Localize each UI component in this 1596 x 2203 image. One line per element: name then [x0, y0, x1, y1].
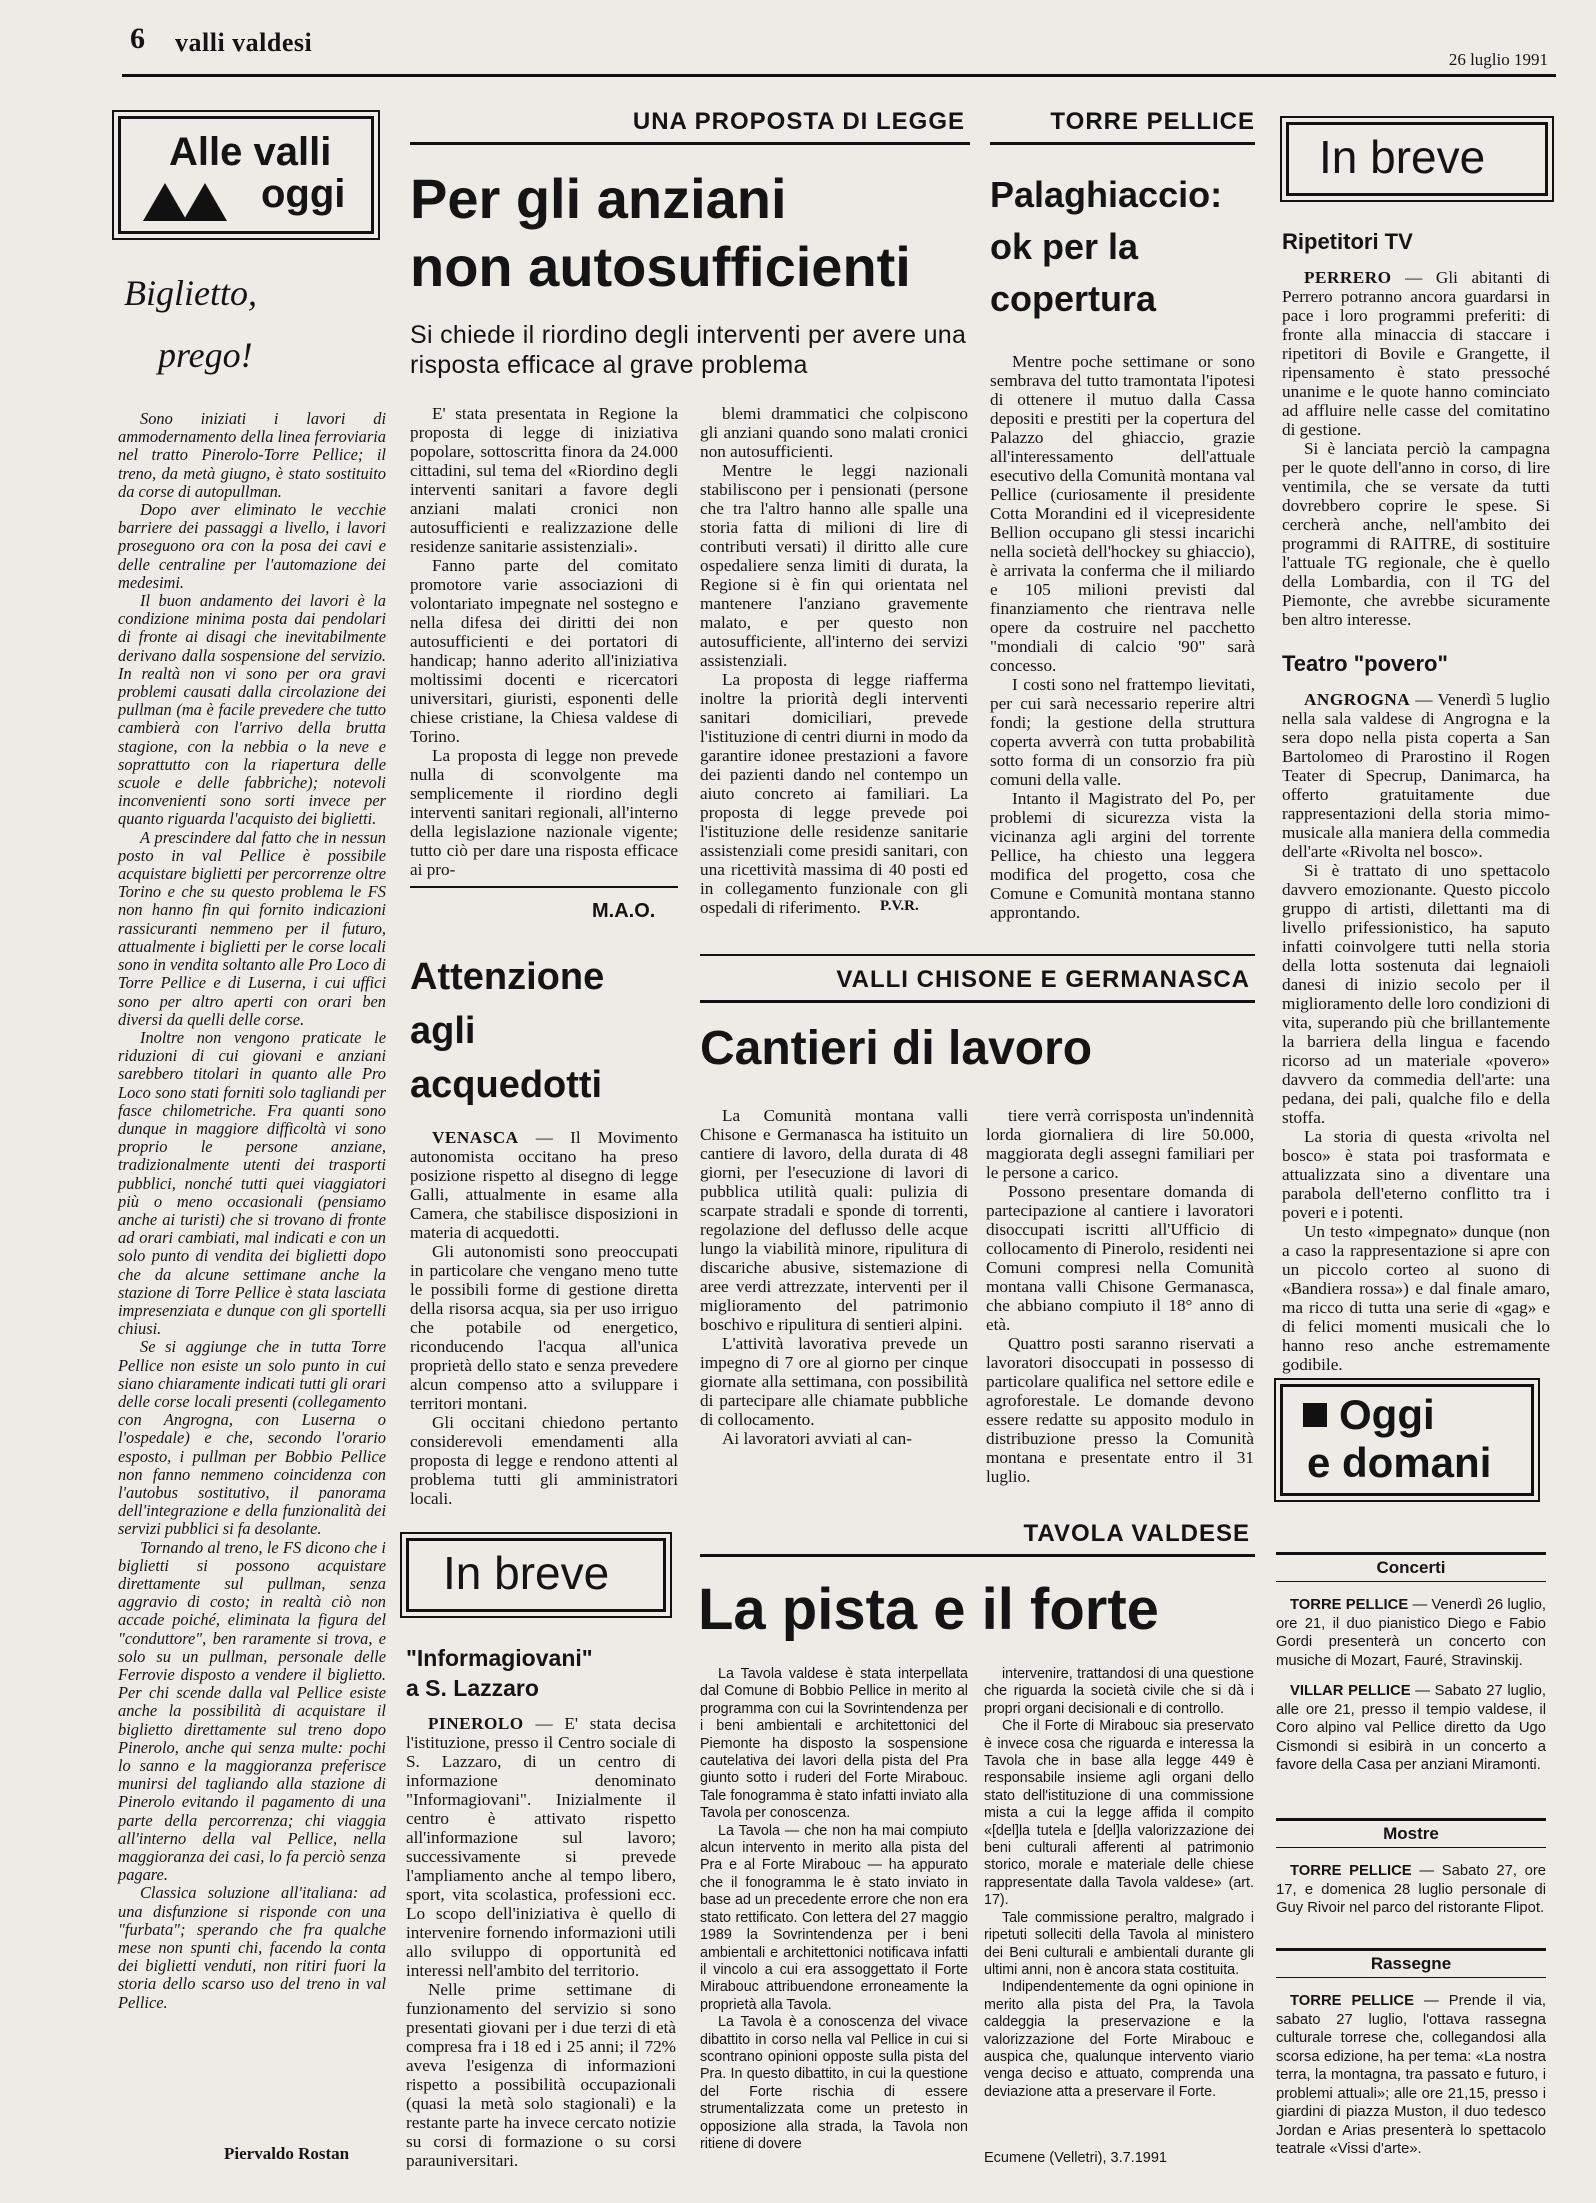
cantieri-title: Cantieri di lavoro: [700, 1022, 1093, 1075]
informagiovani-paragraph: Nelle prime settimane di funzionamento del servizio si sono presentati giovani per i due terzi di età compresa fra i 18 ed i 25 anni; il 72% aveva l'esigenza di informazioni rispetto a possibilità occupazionali (quasi la metà solo stagionali) e la restante parte ha invece cercato notizie su corsi di formazione o su corsi parauniversitari.: [406, 1980, 676, 2170]
anziani-paragraph: blemi drammatici che colpiscono gli anziani quando sono malati cronici non autosufficienti.: [700, 404, 968, 461]
informagiovani-body: [406, 1714, 677, 2170]
in-breve-left-box: [406, 1538, 666, 1612]
editorial-paragraph: Dopo aver eliminato le vecchie barriere dei passaggi a livello, i lavori proseguono ora con la posa dei cavi e delle centraline per l'automazione dei medesimi.: [118, 500, 386, 592]
mostre-section: [1276, 1818, 1546, 1918]
in-breve-right-box: [1286, 122, 1548, 196]
cantieri-rule: [700, 1000, 1255, 1003]
editorial-paragraph: Tornando al treno, le FS dicono che i biglietti si possono acquistare direttamente sul pullman, senza aggravio di costo; in realtà ciò non accade poiché, eliminata la figura del "conduttore", ben raramente si trova, e solo su un pullman, personale delle Ferrovie disposto a vendere il biglietto. Per chi scende dalla val Pellice esiste anche la possibilità di acquistare il biglietto direttamente sul treno dopo Pinerolo, anche qui senza multe: pochi lo sanno e la maggioranza preferisce munirsi del tagliando alla stazione di Pinerolo evitando il pagamento di una parte della percorrenza; chi viaggia all'interno della val Pellice, nella maggioranza dei casi, lo fa perciò senza pagare.: [118, 1537, 386, 1885]
concerti-item-text: — Sabato 27 luglio, alle ore 21, presso il tempio valdese, il Coro alpino val Pellice diretto da Ugo Cismondi si esibirà in un concerto a favore della Casa per anziani Miramonti.: [1276, 1683, 1546, 1773]
anziani-paragraph: La proposta di legge riafferma inoltre la priorità degli interventi sanitari domiciliari, prevede l'istituzione di centri diurni in modo da garantire idonee prestazioni a favore dei pazienti dando nel contempo un aiuto concreto ai familiari. La proposta di legge prevede poi l'istituzione delle residenze sanitarie assistenziali come presidi sanitari, con una ricettività massima di 40 posti ed in collegamento funzionale con gli ospedali di riferimento.: [700, 670, 968, 917]
cantieri-paragraph: tiere verrà corrisposta un'indennità lorda giornaliera di lire 50.000, maggiorata degli assegni familiari per le persone a carico.: [986, 1106, 1254, 1182]
acquedotti-paragraph: Gli occitani chiedono pertanto considerevoli emendamenti alla proposta di legge e rendono attenti al problema tutti gli amministratori locali.: [410, 1413, 678, 1508]
rassegne-item-text: — Prende il via, sabato 27 luglio, l'ottava rassegna culturale torrese che, collegandosi alla scorsa edizione, ha per tema: «La nostra terra, la montagna, tra passato e futuro, i problemi attuali»; alle ore 21,15, presso i giardini di piazza Muston, il duo tedesco Jordan e Arias presenterà lo spettacolo teatrale «Vissi d'arte».: [1276, 1993, 1546, 2157]
concerti-item: [1276, 1682, 1546, 1775]
acquedotti-title-line3: acquedotti: [410, 1064, 603, 1106]
informagiovani-title-line1: "Informagiovani": [406, 1645, 593, 1671]
ripetitori-paragraph: Si è lanciata perciò la campagna per le quote dell'anno in corso, di lire ventimila, che se versate da tutti dovrebbero coprire le spese. Si cercherà anche, nell'ambito dei programmi di RAITRE, di sostituire l'attuale TG regionale, che è quello della Lombardia, con il TG del Piemonte, che avrebbe sicuramente ben altro interesse.: [1282, 439, 1550, 629]
pista-rule: [700, 1554, 1255, 1557]
alle-valli-line1: Alle valli: [169, 130, 332, 174]
cantieri-paragraph: Possono presentare domanda di partecipazione al cantiere i lavoratori disoccupati iscritti all'Ufficio di collocamento di Pinerolo, residenti nei Comuni compresi nella Comunità montana valli Chisone Germanasca, che abbiano compiuto il 18° anno di età.: [986, 1182, 1254, 1334]
teatro-paragraph: Un testo «impegnato» dunque (non a caso la rappresentazione si apre con un piccolo corteo al suono di «Bandiera rossa») e dal finale amaro, ma ricco di tutta una serie di «gag» e di felici momenti musicali che lo hanno reso anche estremamente godibile.: [1282, 1222, 1550, 1374]
anziani-paragraph: La proposta di legge non prevede nulla di sconvolgente ma semplicemente il riordino degli interventi sanitari regionali, all'interno della legislazione nazionale vigente; tutto ciò per dare una risposta efficace ai pro-: [410, 746, 678, 879]
anziani-paragraph: Fanno parte del comitato promotore varie associazioni di volontariato impegnate nel sostegno e nella difesa dei diritti dei non autosufficienti e dei portatori di handicap; hanno aderito all'iniziativa moltissimi docenti e ricercatori universitari, giuristi, esponenti delle chiese cristiane, la Chiesa valdese di Torino.: [410, 556, 678, 746]
cantieri-kicker: VALLI CHISONE E GERMANASCA: [836, 966, 1250, 993]
editorial-paragraph: Il buon andamento dei lavori è la condizione minima posta dai pendolari di fronte ai disagi che inevitabilmente derivano dalla sospensione del servizio. In realtà non vi sono per ora gravi problemi causati dalla circolazione dei pullman (ma è facile prevedere che tutto cambierà con l'arrivo della brutta stagione, con la nebbia o la neve e soprattutto con la riapertura delle scuole e delle fabbriche); notevoli inconvenienti sono sorti invece per quanto riguarda l'acquisto dei biglietti.: [118, 591, 386, 829]
editorial-paragraph: A prescindere dal fatto che in nessun posto in val Pellice è possibile acquistare biglietti per percorrenze oltre Torino e che su questo problema le FS non hanno fin qui fornito indicazioni rassicuranti nemmeno per il futuro, attualmente i biglietti per le corse locali sono in vendita soltanto alle Pro Loco di Torre Pellice e di Luserna, i cui uffici sono per altro aperti con orari ben diversi da quelli delle corse.: [118, 827, 386, 1029]
editorial-paragraph: Inoltre non vengono praticate le riduzioni di cui giovani e anziani sarebbero titolari in quanto alle Pro Loco sono stati forniti solo tagliandi per fasce chilometriche. Fra quanti sono dunque in maggiore difficoltà vi sono proprio le persone anziane, tradizionalmente utenti dei trasporti pubblici, nonché tutti quei viaggiatori più o meno occasionali (pensiamo anche ai turisti) che si trovano di fronte ad orari cambiati, mal indicati e con un solo punto di vendita dei biglietti dopo che da alcune settimane anche la stazione di Torre Pellice è stata lasciata impresenziata e dunque con gli sportelli chiusi.: [118, 1027, 386, 1339]
informagiovani-text: — E' stata decisa l'istituzione, presso il Centro sociale di S. Lazzaro, di un centro di informazione denominato "Informagiovani". Inizialmente il centro è attivato rispetto all'informazione sul lavoro; successivamente si prevede l'ampliamento anche al tempo libero, sport, vita scolastica, professioni ecc. Lo scopo dell'iniziativa è quello di intervenire fornendo informazioni utili allo sviluppo di opportunità ed interessi nell'ambito del territorio.: [406, 1714, 677, 1980]
anziani-rule-bottom: [410, 886, 678, 888]
rassegne-heading: Rassegne: [1276, 1948, 1546, 1978]
pista-paragraph: La Tavola valdese è stata interpellata dal Comune di Bobbio Pellice in merito al programma con cui la Sovrintendenza per i beni ambientali e architettonici del Piemonte ha disposto la sospensione cautelativa dei lavori della pista del Pra giunto sotto i ruderi del Forte Mirabouc. Tale fonogramma è stato infatti inviato alla Tavola per conoscenza.: [700, 1666, 968, 1822]
in-breve-right-label: In breve: [1319, 131, 1486, 183]
mostre-item: [1276, 1862, 1546, 1918]
teatro-title: Teatro "povero": [1282, 651, 1448, 676]
editorial-title-line1: Biglietto,: [124, 273, 257, 313]
oggi-domani-box: [1280, 1384, 1534, 1496]
ripetitori-place: PERRERO: [1304, 268, 1392, 287]
concerti-item-place: TORRE PELLICE: [1290, 1597, 1409, 1613]
pista-paragraph: Tale commissione peraltro, malgrado i ripetuti solleciti della Tavola al ministero dei Beni culturali e ambientali durante gli ultimi anni, non è ancora stata costituita.: [984, 1909, 1254, 1978]
anziani-col1: [410, 404, 678, 879]
ripetitori-text: — Gli abitanti di Perrero potranno ancora guardarsi in pace i loro programmi preferiti: di fronte alla minaccia di staccare i ripetitori di Bovile e Grangette, il ripensamento è stato pressoché unanime e le quote hanno cominciato ad affluire nelle casse del comitatino di gestione.: [1282, 268, 1550, 439]
issue-date: 26 luglio 1991: [1448, 50, 1548, 69]
palaghiaccio-title-line2: ok per la: [990, 226, 1139, 267]
palaghiaccio-body: [990, 352, 1255, 922]
pista-paragraph: La Tavola — che non ha mai compiuto alcun intervento in merito alla pista del Pra e al Forte Mirabouc — ha appurato che il fonogramma le è stato inviato in base ad un precedente errore che non era stato rettificato. Con lettera del 27 maggio 1989 la Sovrintendenza per i beni ambientali e architettonici notificava infatti il vincolo a cui era assoggettato il Forte Mirabouc attribuendone erroneamente la proprietà alla Tavola.: [700, 1822, 968, 2013]
concerti-item: [1276, 1596, 1546, 1670]
acquedotti-text: — Il Movimento autonomista occitano ha preso posizione rispetto al disegno di legge Galli, attualmente in esame alla Camera, che stabilisce disposizioni in materia di acquedotti.: [410, 1128, 678, 1242]
pista-paragraph: Indipendentemente da ogni opinione in merito alla pista del Pra, la Tavola caldeggia la preservazione e la valorizzazione del Forte Mirabouc e auspica che, qualunque intervento viario venga deciso e attuato, comprenda una deviazione atta a preservare il Forte.: [984, 1979, 1254, 2100]
palaghiaccio-paragraph: Mentre poche settimane or sono sembrava del tutto tramontata l'ipotesi di ottenere il mutuo dalla Cassa depositi e prestiti per la copertura del Palazzo del ghiaccio, grazie all'interessamento dell'attuale esecutivo della Comunità montana val Pellice (curiosamente il presidente Cotta Morandini ed il vicepresidente Bellion occupano gli stessi incarichi nella società dell'hockey su ghiaccio), è arrivata la conferma che il miliardo e 105 milioni previsti dal finanziamento che rientrava nelle opere da costruire nel pacchetto "mondiali di calcio '90" sarà concesso.: [990, 352, 1255, 675]
alle-valli-line2: oggi: [261, 172, 346, 216]
anziani-paragraph: Mentre le leggi nazionali stabiliscono per i pensionati (persone che tra l'altro hanno alle spalle una storia fatta di milioni di lire di contributi versati) il diritto alle cure ospedaliere senza limiti di durata, la Regione si è fin qui orientata nel mantenere l'anziano gravemente malato, e per questo non autosufficiente, all'interno dei servizi assistenziali.: [700, 461, 968, 670]
page-number: 6: [130, 22, 145, 55]
palaghiaccio-title-line1: Palaghiaccio:: [990, 174, 1223, 215]
acquedotti-title-line1: Attenzione: [410, 956, 605, 998]
informagiovani-place: PINEROLO: [428, 1714, 524, 1733]
rassegne-section: [1276, 1948, 1546, 2159]
editorial-signature: Piervaldo Rostan: [224, 2144, 350, 2163]
ripetitori-title: Ripetitori TV: [1282, 229, 1413, 254]
acquedotti-place: VENASCA: [432, 1128, 519, 1147]
anziani-subtitle: Si chiede il riordino degli interventi per avere una risposta efficace al grave problema: [410, 321, 967, 379]
acquedotti-body: [410, 1128, 678, 1508]
concerti-item-text: — Venerdì 26 luglio, ore 21, il duo pianistico Diego e Fabio Gordi presenterà un concerto con musiche di Mozart, Fauré, Stravinskij.: [1276, 1597, 1546, 1669]
pista-signature: Ecumene (Velletri), 3.7.1991: [984, 2150, 1167, 2166]
pista-paragraph: La Tavola è a conoscenza del vivace dibattito in corso nella val Pellice in cui si scontrano opinioni opposte sulla pista del Pra. In questo dibattito, in cui la questione del Forte rischia di essere strumentalizzata come un pretesto in opposizione alla strada, la Tavola non ritiene di dovere: [700, 2014, 968, 2152]
pista-paragraph: intervenire, trattandosi di una questione che riguarda la società civile che si dà i propri organi decisionali e di controllo.: [984, 1666, 1254, 1717]
pista-col1: [700, 1666, 968, 2166]
cantieri-paragraph: La Comunità montana valli Chisone e Germanasca ha istituito un cantiere di lavoro, della durata di 48 giorni, per l'esecuzione di lavori di pubblica utilità quali: pulizia di scarpate stradali e sponde di torrenti, regolazione del deflusso delle acque lungo la viabilità minore, ripulitura di discariche abusive, sistemazione di aree verdi attrezzate, interventi per il miglioramento del patrimonio boschivo e ripulitura di sentieri alpini.: [700, 1106, 968, 1334]
cantieri-col2: [986, 1106, 1254, 1486]
pista-kicker: TAVOLA VALDESE: [1023, 1520, 1250, 1547]
anziani-paragraph: E' stata presentata in Regione la proposta di legge di iniziativa popolare, sottoscritta finora da 24.000 cittadini, sul tema del «Riordino degli interventi sanitari a favore degli anziani malati cronici non autosufficienti e realizzazione delle residenze sanitarie assistenziali».: [410, 404, 678, 556]
teatro-text: — Venerdì 5 luglio nella sala valdese di Angrogna e la sera dopo nella pista coperta a San Bartolomeo di Prarostino il Rogen Teater di Specrup, Danimarca, ha offerto gratuitamente due rappresentazioni della storia mimo-musicale alla maniera della commedia dell'arte «Rivolta nel bosco».: [1282, 690, 1550, 861]
editorial-paragraph: Se si aggiunge che in tutta Torre Pellice non esiste un solo punto in cui siano chiaramente indicati tutti gli orari delle corse locali presenti (collegamento con Angrogna, con Luserna o l'ospedale) e che, secondo l'orario esposto, i pullman per Bobbio Pellice non fanno nemmeno coincidenza con l'autobus sostitutivo, il panorama dell'integrazione e della funzionalità dei servizi pubblici si fa desolante.: [118, 1337, 386, 1539]
anziani-title-line1: Per gli anziani: [410, 167, 787, 230]
in-breve-left-label: In breve: [443, 1547, 610, 1599]
alle-valli-logo-box: [118, 116, 374, 234]
mountains-icon: [143, 181, 235, 221]
palaghiaccio-paragraph: I costi sono nel frattempo lievitati, per cui sarà necessario reperire altri fondi; la gestione della struttura coperta avverrà con tutta probabilità sotto forma di un consorzio fra più comuni della valle.: [990, 675, 1255, 789]
cantieri-paragraph: L'attività lavorativa prevede un impegno di 7 ore al giorno per cinque giornate alla settimana, con possibilità di partecipare alle chiamate pubbliche di collocamento.: [700, 1334, 968, 1429]
publication-title: valli valdesi: [175, 28, 313, 57]
anziani-title-line2: non autosufficienti: [410, 235, 911, 298]
cantieri-top-rule: [700, 954, 1255, 956]
palaghiaccio-paragraph: Intanto il Magistrato del Po, per problemi di sicurezza vista la vicinanza agli argini del torrente Pellice, ha chiesto una leggera modifica del progetto, cosa che Comune e Comunità montana stanno approntando.: [990, 789, 1255, 922]
cantieri-paragraph: Quattro posti saranno riservati a lavoratori disoccupati in possesso di particolare qualifica nel settore edile e agroforestale. Le domande devono essere redatte su apposito modulo in distribuzione presso la Comunità montana e presentate entro il 31 luglio.: [986, 1334, 1254, 1486]
teatro-place: ANGROGNA: [1304, 690, 1411, 709]
acquedotti-title-line2: agli: [410, 1010, 476, 1052]
acquedotti-paragraph: Gli autonomisti sono preoccupati in particolare che vengano meno tutte le possibili forme di gestione diretta della risorsa acqua, sia per uso irriguo che potabile od energetico, riconducendo l'acqua all'unica proprietà dello stato e senza prevedere alcun compenso atto a sviluppare i territori montani.: [410, 1242, 678, 1413]
palaghiaccio-rule: [990, 142, 1255, 145]
rassegne-item-place: TORRE PELLICE: [1290, 1993, 1414, 2009]
cantieri-col1: [700, 1106, 968, 1466]
palaghiaccio-signature: P.V.R.: [880, 898, 919, 914]
pista-title: La pista e il forte: [698, 1577, 1159, 1642]
teatro-paragraph: Si è trattato di uno spettacolo davvero emozionante. Questo piccolo gruppo di artisti, dilettanti ma di livello prifessionistico, ha saputo infatti coinvolgere tutti nella storia della lotta sostenuta dai legnaioli danesi di inizio secolo per il miglioramento delle loro condizioni di vita, superando più che brillantemente la barriera della lingua e facendo ricorso ad un materiale «povero» davvero da commedia dell'arte: una pedana, dei pali, qualche filo e della stoffa.: [1282, 861, 1550, 1127]
concerti-section: [1276, 1552, 1546, 1775]
anziani-kicker: UNA PROPOSTA DI LEGGE: [632, 108, 965, 135]
ripetitori-body: [1282, 268, 1550, 650]
palaghiaccio-kicker: TORRE PELLICE: [1050, 108, 1255, 135]
oggi-domani-line2: e domani: [1307, 1439, 1492, 1486]
anziani-rule: [410, 142, 970, 145]
editorial-paragraph: Sono iniziati i lavori di ammodernamento della linea ferroviaria nel tratto Pinerolo-Torre Pellice; il treno, da metà giugno, è stato sostituito da corse di autopullman.: [118, 409, 386, 501]
informagiovani-title-line2: a S. Lazzaro: [406, 1675, 539, 1701]
editorial-paragraph: Classica soluzione all'italiana: ad una disfunzione si risponde con una "furbata"; sperando che fra qualche mese non spunti chi, facendo la conta dei biglietti venduti, non ritiri fuori la storia dello scarso uso del treno in val Pellice.: [118, 1883, 386, 2012]
pista-paragraph: Che il Forte di Mirabouc sia preservato è invece cosa che riguarda e interessa la Tavola che in base alla legge 449 è responsabile insieme agli organi dello stato dell'istituzione di una commissione mista a cui la legge affida il compito «[del]la tutela e [del]la valorizzazione dei beni culturali afferenti al patrimonio storico, morale e materiale delle chiese rappresentate dalla Tavola valdese» (art. 17).: [984, 1718, 1254, 1909]
oggi-domani-line1: Oggi: [1339, 1391, 1435, 1438]
editorial-title-line2: prego!: [158, 335, 253, 375]
palaghiaccio-title-line3: copertura: [990, 278, 1157, 319]
teatro-paragraph: La storia di questa «rivolta nel bosco» è stata poi trasformata e attualizzata sino a diventare una parabola dell'eterno conflitto tra i poveri e i potenti.: [1282, 1127, 1550, 1222]
cantieri-paragraph: Ai lavoratori avviati al can-: [722, 1429, 912, 1448]
teatro-body: [1282, 690, 1550, 1374]
rassegne-item: [1276, 1992, 1546, 2159]
concerti-heading: Concerti: [1276, 1552, 1546, 1582]
mostre-item-place: TORRE PELLICE: [1290, 1863, 1412, 1879]
square-bullet-icon: [1303, 1403, 1327, 1427]
mostre-item-text: — Sabato 27, ore 17, e domenica 28 luglio personale di Guy Rivoir nel parco del ristorante Flipot.: [1276, 1863, 1546, 1916]
concerti-item-place: VILLAR PELLICE: [1290, 1683, 1411, 1699]
editorial-body: [118, 410, 386, 2128]
pista-col2: [984, 1666, 1254, 2146]
mostre-heading: Mostre: [1276, 1818, 1546, 1848]
anziani-signature: M.A.O.: [592, 900, 656, 922]
header-rule: [122, 74, 1556, 77]
